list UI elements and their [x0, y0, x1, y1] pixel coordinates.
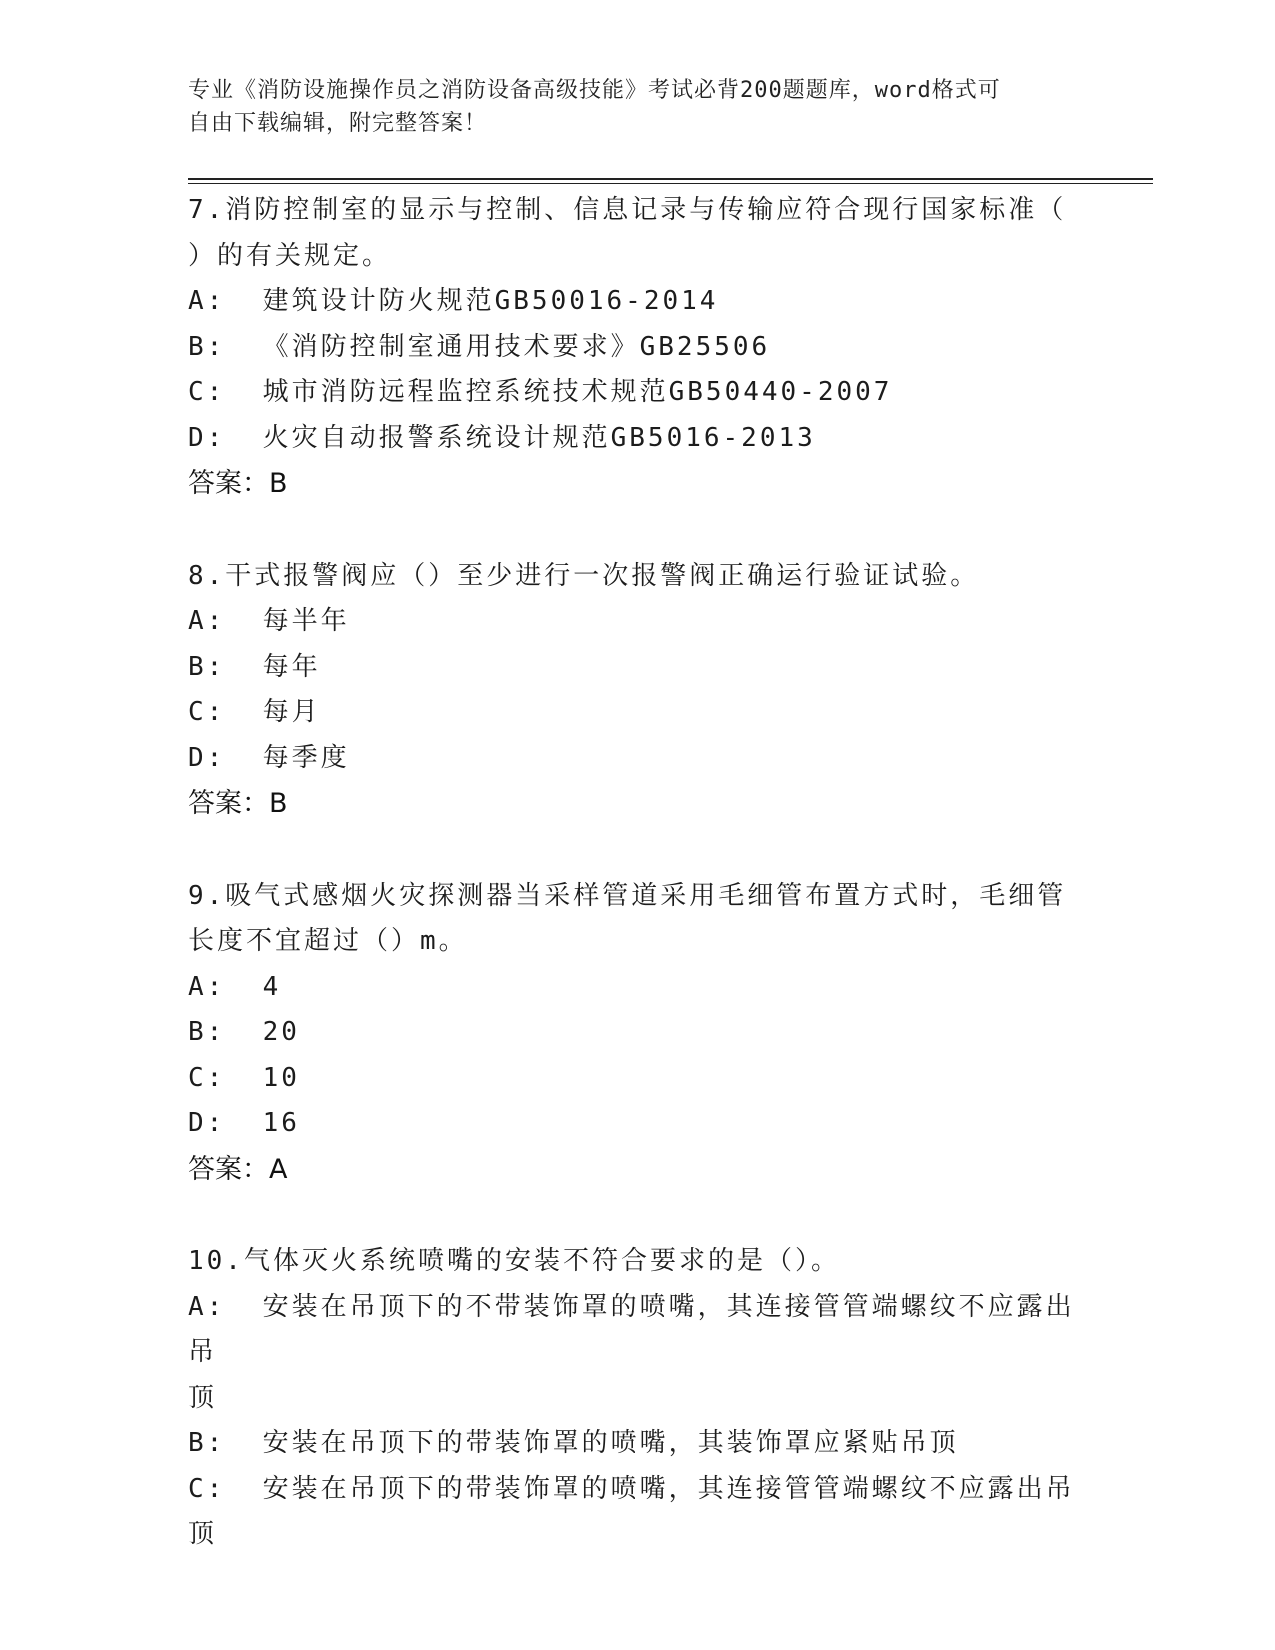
- answer: 答案：B: [188, 788, 288, 819]
- header-line-2: 自由下载编辑，附完整答案！: [188, 111, 488, 136]
- option-c: C: 10: [188, 1062, 300, 1093]
- option-b: B: 《消防控制室通用技术要求》GB25506: [188, 331, 771, 362]
- option-a: A: 安装在吊顶下的不带装饰罩的喷嘴，其连接管管端螺纹不应露出吊: [188, 1291, 1075, 1367]
- option-a: A: 每半年: [188, 606, 350, 636]
- option-c: C: 每月: [188, 697, 321, 727]
- question-text: ）的有关规定。: [188, 240, 392, 271]
- spacer: [188, 827, 1088, 874]
- question-text: 8.干式报警阀应（）至少进行一次报警阀正确运行验证试验。: [188, 560, 980, 591]
- option-a-continued: 顶: [188, 1382, 218, 1413]
- question-list: [188, 188, 1088, 1558]
- question-9: [188, 874, 1088, 1193]
- option-c: C: 安装在吊顶下的带装饰罩的喷嘴，其连接管管端螺纹不应露出吊顶: [188, 1473, 1075, 1549]
- question-8: [188, 554, 1088, 827]
- header-rule-thin: [188, 183, 1153, 184]
- option-d: D: 16: [188, 1108, 300, 1138]
- option-a: A: 4: [188, 971, 282, 1002]
- option-d: D: 火灾自动报警系统设计规范GB5016-2013: [188, 422, 816, 453]
- spacer: [188, 1192, 1088, 1239]
- answer: 答案：A: [188, 1153, 288, 1185]
- option-b: B: 每年: [188, 651, 321, 682]
- question-text: 9.吸气式感烟火灾探测器当采样管道采用毛细管布置方式时，毛细管: [188, 880, 1067, 911]
- answer: 答案：B: [188, 468, 288, 499]
- option-b: B: 20: [188, 1017, 300, 1047]
- question-text: 长度不宜超过（）m。: [188, 926, 468, 956]
- question-text: 7.消防控制室的显示与控制、信息记录与传输应符合现行国家标准（: [188, 195, 1067, 225]
- option-c: C: 城市消防远程监控系统技术规范GB50440-2007: [188, 377, 893, 407]
- option-d: D: 每季度: [188, 742, 350, 773]
- option-a: A: 建筑设计防火规范GB50016-2014: [188, 286, 719, 316]
- document-header: [188, 74, 1088, 140]
- spacer: [188, 507, 1088, 554]
- question-text: 10.气体灭火系统喷嘴的安装不符合要求的是（）。: [188, 1246, 840, 1276]
- header-rule-thick: [188, 178, 1153, 180]
- question-10: [188, 1239, 1088, 1558]
- header-line-1: 专业《消防设施操作员之消防设备高级技能》考试必背200题题库，word格式可: [188, 78, 1001, 103]
- option-b: B: 安装在吊顶下的带装饰罩的喷嘴，其装饰罩应紧贴吊顶: [188, 1428, 959, 1458]
- question-7: [188, 188, 1088, 507]
